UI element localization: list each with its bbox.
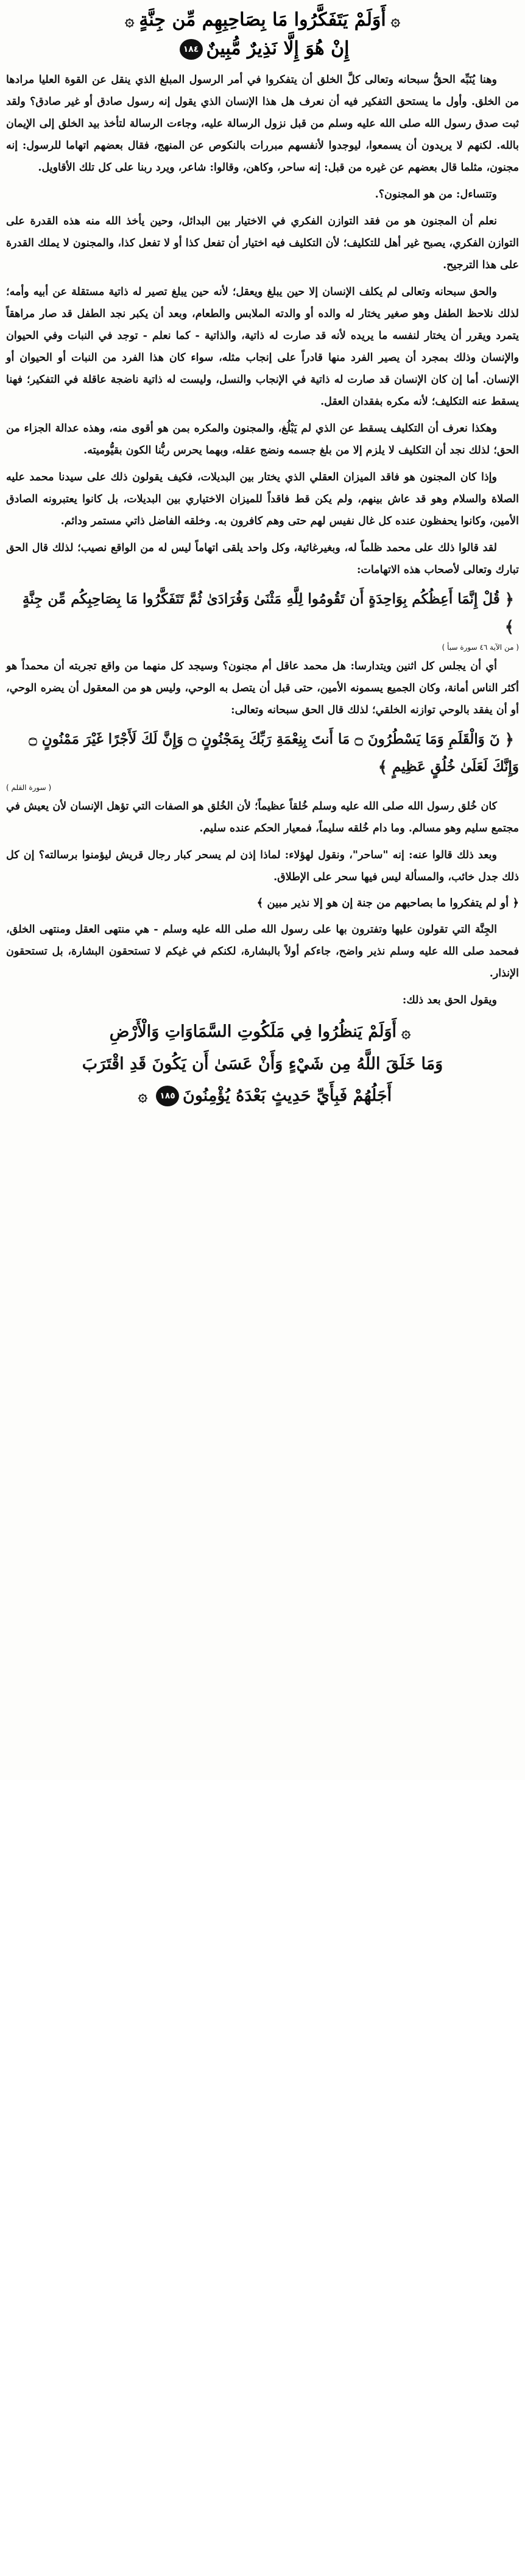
paragraph-accusations: لقد قالوا ذلك على محمد ظلماً له، وبغيرغائية، وكل واحد يلقى اتهاماً ليس له من الواقع نصيب؛ لذلك قال الحق تبارك وتعالى لأصحاب هذه الاتهامات:	[6, 542, 519, 576]
final-verse	[6, 1016, 519, 1112]
final-verse-text-3: أَجَلُهُمْ فَبِأَيِّ حَدِيثٍ بَعْدَهُ يُؤْمِنُونَ	[183, 1086, 392, 1105]
paragraph-warner: الجِنَّة التي تقولون عليها وتفترون بها على رسول الله صلى الله عليه وسلم - هي منتهى العقل ومنتهى الخلق، فمحمد صلى الله عليه وسلم نذير واضح، جاءكم أولاً بالبشارة، لكنكم في غيكم لا تستحقون البشارة، بل تستحقون الإنذار.	[6, 923, 519, 980]
blank-area	[0, 1780, 525, 2576]
final-verse-line-3	[6, 1080, 519, 1112]
header-verse-text-2: إِنْ هُوَ إِلَّا نَذِيرٌ مُّبِينٌ	[206, 37, 350, 59]
open-bracket-icon: ﴿	[504, 591, 514, 609]
final-verse-text-1: أَوَلَمْ يَنظُرُوا فِي مَلَكُوتِ السَّمَاوَاتِ وَالْأَرْضِ	[109, 1022, 397, 1041]
paragraph-after-qalam: كان خُلق رسول الله صلى الله عليه وسلم خُلقاً عظيماً؛ لأن الخُلق هو الصفات التي تؤهل الإنسان لأن يعيش في مجتمع سليم وهو مسالم. وما دام خُلقه سليماً، فمعيار الحكم عنده سليم.	[6, 800, 519, 834]
ornament-icon: ۞	[390, 11, 400, 30]
final-verse-line-2: وَمَا خَلَقَ اللَّهُ مِن شَيْءٍ وَأَنْ عَسَىٰ أَن يَكُونَ قَدِ اقْتَرَبَ	[82, 1054, 443, 1073]
paragraph-prophet-character: وإذا كان المجنون هو فاقد الميزان العقلي الذي يختار بين البديلات، فكيف يقولون ذلك على سيدنا محمد عليه الصلاة والسلام وهو قد عاش بينهم، ولم يكن قط فاقداً للميزان الاختياري بين البديلات، بل كانوا يعتبرونه الصادق الأمين، وكانوا يحفظون عنده كل غال نفيس لهم حتى وهم كافرون به. وخلقه الفاضل ذاتي مستمر ودائم.	[6, 471, 519, 527]
source-note-saba: ( من الآية ٤٦ سورة سبأ )	[442, 643, 519, 652]
quote-saba-text: قُلْ إِنَّمَا أَعِظُكُم بِوَاحِدَةٍ أَن تَقُومُوا لِلَّهِ مَثْنَىٰ وَفُرَادَىٰ ثُمَّ تَتَفَكَّرُوا مَا بِصَاحِبِكُم مِّن جِنَّةٍ	[22, 591, 500, 607]
paragraph-obligation-summary: وهكذا نعرف أن التكليف يسقط عن الذي لم يَبْلُغ، والمجنون والمكره بمن هو أقوى منه، وهذه عدالة الجزاء من الحق؛ لذلك نجد أن التكليف لا يلزم إلا من بلغ جسمه ونضج عقله، وبهما يحرس ربُّنا الكون بقيُّوميته.	[6, 422, 519, 457]
quote-qalam	[6, 726, 519, 781]
ayah-number-badge: ١٨٤	[180, 39, 203, 60]
paragraph-after-saba: أي أن يجلس كل اثنين ويتدارسا: هل محمد عاقل أم مجنون؟ وسيجد كل منهما من واقع تجربته أن محمداً هو أكثر الناس أمانة، وكان الجميع يسمونه الأمين، حتى قبل أن يتصل به الوحي، وليس هو من المعقول أن يضره الوحي، أو أن يفقد بالوحي توازنه الخلقي؛ لذلك قال الحق سبحانه وتعالى:	[6, 660, 519, 716]
paragraph-madness-definition: نعلم أن المجنون هو من فقد التوازن الفكري في الاختيار بين البدائل، وحين يأخذ الله منه هذه القدرة على التوازن الفكري، يصبح غير أهل للتكليف؛ لأن التكليف فيه اختيار أن تفعل كذا أو لا تفعل كذا، والمجنون لا يملك القدرة على هذا الترجيح.	[6, 215, 519, 271]
header-verse-line-1	[6, 6, 519, 35]
ornament-icon: ۞	[138, 1087, 148, 1105]
paragraph-sorcery: وبعد ذلك قالوا عنه: إنه "ساحر"، ونقول لهؤلاء: لماذا إذن لم يسحر كبار رجال قريش ليؤمنوا برسالته؟ إن كل ذلك جدل خائب، والمسألة ليس فيها سحر على الإطلاق.	[6, 849, 519, 883]
paragraph-messenger: وهنا يُنَبِّه الحقُّ سبحانه وتعالى كلَّ الخلق أن يتفكروا في أمر الرسول المبلغ الذي ينقل عن القوة العليا مرادها من الخلق. وأول ما يستحق التفكير فيه أن نعرف هل هذا الإنسان الذي يقول إنه رسول صادق أو غير صادق؟ ولقد ثبت صدق رسول الله صلى الله عليه وسلم من قبل نزول الرسالة عليه، وجاءت الرسالة لتأخذ بيد الخلق إلى الإيمان بالله. لكنهم لا يريدون أن يسمعوا، ليوجدوا لأنفسهم مبررات بالنكوص عن المنهج، فقال بعضهم اتهاما للرسول: إنه مجنون، مثلما قال بعضهم عن غيره من قبل: إنه ساحر، وكاهن، وقالوا: شاعر، ويرد ربنا على كل تلك الأقاويل.	[6, 74, 519, 174]
verse-recall: ﴿ أو لم يتفكروا ما بصاحبهم من جنة إن هو إلا نذير مبين ﴾	[256, 897, 519, 909]
header-verse-line-2	[6, 35, 519, 63]
ornament-icon: ۞	[401, 1023, 411, 1042]
ayah-number-badge: ١٨٥	[156, 1086, 179, 1106]
quote-qalam-text: نٓ وَالْقَلَمِ وَمَا يَسْطُرُونَ ۝ مَا أَنتَ بِنِعْمَةِ رَبِّكَ بِمَجْنُونٍ ۝ وَإِنَّ لَكَ لَأَجْرًا غَيْرَ مَمْنُونٍ ۝ وَإِنَّكَ لَعَلَىٰ خُلُقٍ عَظِيمٍ	[29, 731, 519, 775]
quote-saba	[6, 586, 519, 641]
source-note-qalam: ( سورة القلم )	[6, 783, 52, 792]
ornament-icon: ۞	[125, 11, 135, 30]
paragraph-question: وتتساءل: من هو المجنون؟.	[375, 188, 497, 201]
paragraph-obligation: والحق سبحانه وتعالى لم يكلف الإنسان إلا حين يبلغ ويعقل؛ لأنه حين يبلغ تصير له ذاتية مستقلة عن أبيه وأمه؛ لذلك نلاحظ الطفل وهو صغير يختار له والده أو والدته الملابس والطعام، وبعد أن يكبر نجد الطفل قد صار مراهقاً يتمرد ويقرر أن يختار لنفسه ما يريده لأنه قد صارت له ذاتية، والذاتية - كما نعلم - توجد في النبات وفي الحيوان والإنسان وذلك بمجرد أن يصير الفرد منها قادراً على إنجاب مثله، سواء كان هذا الفرد من النبات أو الحيوان أو الإنسان. أما إن كان الإنسان قد صارت له ذاتية في الإنجاب والنسل، وليست له ذاتية ناضجة عاقلة في التفكير؛ فهنا يسقط عنه التكليف؛ لأنه مكره بفقدان العقل.	[6, 286, 519, 408]
header-verse	[6, 6, 519, 63]
close-bracket-icon: ﴾	[378, 758, 387, 777]
paragraph-intro-next: ويقول الحق بعد ذلك:	[402, 994, 497, 1006]
final-verse-line-1	[6, 1016, 519, 1048]
header-verse-text-1: أَوَلَمْ يَتَفَكَّرُوا مَا بِصَاحِبِهِم مِّن جِنَّةٍ	[139, 9, 386, 30]
close-bracket-icon: ﴾	[504, 618, 514, 636]
open-bracket-icon: ﴿	[504, 731, 514, 749]
